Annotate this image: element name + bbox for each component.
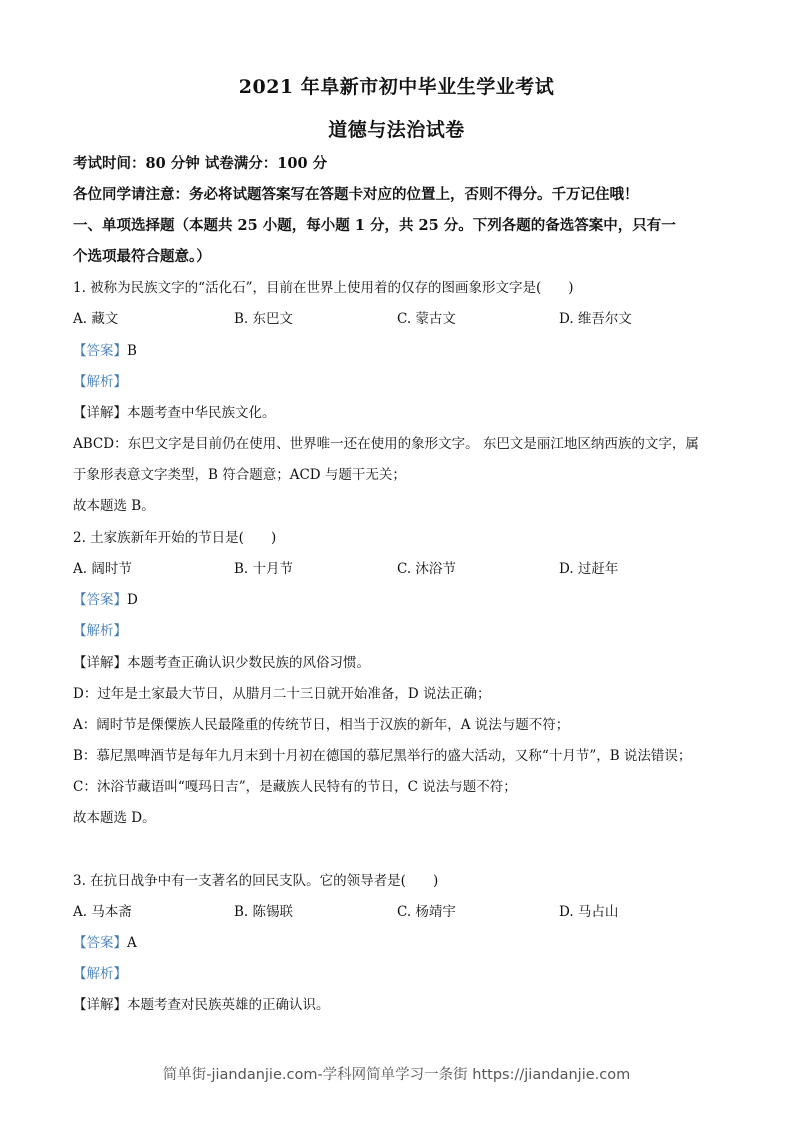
question-3-stem: 3. 在抗日战争中有一支著名的回民支队。它的领导者是( ) <box>73 873 439 889</box>
question-2-stem: 2. 土家族新年开始的节日是( ) <box>73 530 277 546</box>
question-2-detail-2: D：过年是土家最大节日，从腊月二十三日就开始准备，D 说法正确； <box>73 686 491 702</box>
question-2-analysis-label: 【解析】 <box>73 623 127 639</box>
question-1-option-b: B. 东巴文 <box>234 311 294 327</box>
question-2-detail-3: A：阔时节是傈僳族人民最隆重的传统节日，相当于汉族的新年，A 说法与题不符； <box>73 717 570 733</box>
detail-text: 本题考查正确认识少数民族的风俗习惯。 <box>127 655 370 671</box>
question-1-detail-2: ABCD：东巴文字是目前仍在使用、世界唯一还在使用的象形文字。 东巴文是丽江地区纳西族的文字，属 <box>73 436 699 452</box>
question-2-option-b: B. 十月节 <box>234 561 294 577</box>
detail-label: 【详解】 <box>73 997 127 1013</box>
question-1-detail-3: 于象形表意文字类型，B 符合题意；ACD 与题干无关； <box>73 467 406 483</box>
exam-subtitle: 道德与法治试卷 <box>328 119 465 141</box>
question-2-option-a: A. 阔时节 <box>73 561 132 577</box>
question-3-option-c: C. 杨靖宇 <box>397 904 456 920</box>
question-1-option-d: D. 维吾尔文 <box>559 311 632 327</box>
question-3-option-a: A. 马本斋 <box>73 904 132 920</box>
question-1-answer <box>73 339 137 359</box>
notice: 各位同学请注意：务必将试题答案写在答题卡对应的位置上，否则不得分。千万记住哦！ <box>73 186 639 203</box>
answer-label: 【答案】 <box>73 592 127 608</box>
exam-title: 2021 年阜新市初中毕业生学业考试 <box>238 76 555 98</box>
exam-info: 考试时间：80 分钟 试卷满分：100 分 <box>73 155 328 172</box>
answer-value: A <box>127 935 137 951</box>
question-2-detail-4: B：慕尼黑啤酒节是每年九月末到十月初在德国的慕尼黑举行的盛大活动，又称“十月节”，B 说法错误； <box>73 748 692 764</box>
answer-label: 【答案】 <box>73 343 127 359</box>
question-2-detail-1 <box>73 651 370 671</box>
question-1-option-a: A. 藏文 <box>73 311 119 327</box>
question-1-analysis-label: 【解析】 <box>73 374 127 390</box>
answer-value: B <box>127 343 137 359</box>
question-2-option-d: D. 过赶年 <box>559 561 619 577</box>
question-2-conclusion: 故本题选 D。 <box>73 810 156 826</box>
question-1-stem: 1. 被称为民族文字的“活化石”，目前在世界上使用着的仅存的图画象形文字是( ) <box>73 280 574 296</box>
question-2-detail-5: C：沐浴节藏语叫“嘎玛日吉”，是藏族人民特有的节日，C 说法与题不符； <box>73 779 517 795</box>
question-2-option-c: C. 沐浴节 <box>397 561 456 577</box>
detail-label: 【详解】 <box>73 405 127 421</box>
detail-text: 本题考查中华民族文化。 <box>127 405 276 421</box>
question-3-analysis-label: 【解析】 <box>73 966 127 982</box>
question-3-answer <box>73 931 137 951</box>
answer-value: D <box>127 592 138 608</box>
detail-label: 【详解】 <box>73 655 127 671</box>
question-1-detail-1 <box>73 401 276 421</box>
section-heading-line1: 一、单项选择题（本题共 25 小题，每小题 1 分，共 25 分。下列各题的备选答案中，只有一 <box>73 217 676 234</box>
question-3-option-b: B. 陈锡联 <box>234 904 294 920</box>
question-1-option-c: C. 蒙古文 <box>397 311 456 327</box>
question-1-conclusion: 故本题选 B。 <box>73 498 155 514</box>
footer-watermark: 简单街-jiandanjie.com-学科网简单学习一条街 https://jiandanjie.com <box>162 1067 631 1083</box>
question-2-answer <box>73 588 138 608</box>
detail-text: 本题考查对民族英雄的正确认识。 <box>127 997 330 1013</box>
answer-label: 【答案】 <box>73 935 127 951</box>
question-3-option-d: D. 马占山 <box>559 904 619 920</box>
question-3-detail-1 <box>73 993 330 1013</box>
section-heading-line2: 个选项最符合题意。） <box>73 248 211 265</box>
